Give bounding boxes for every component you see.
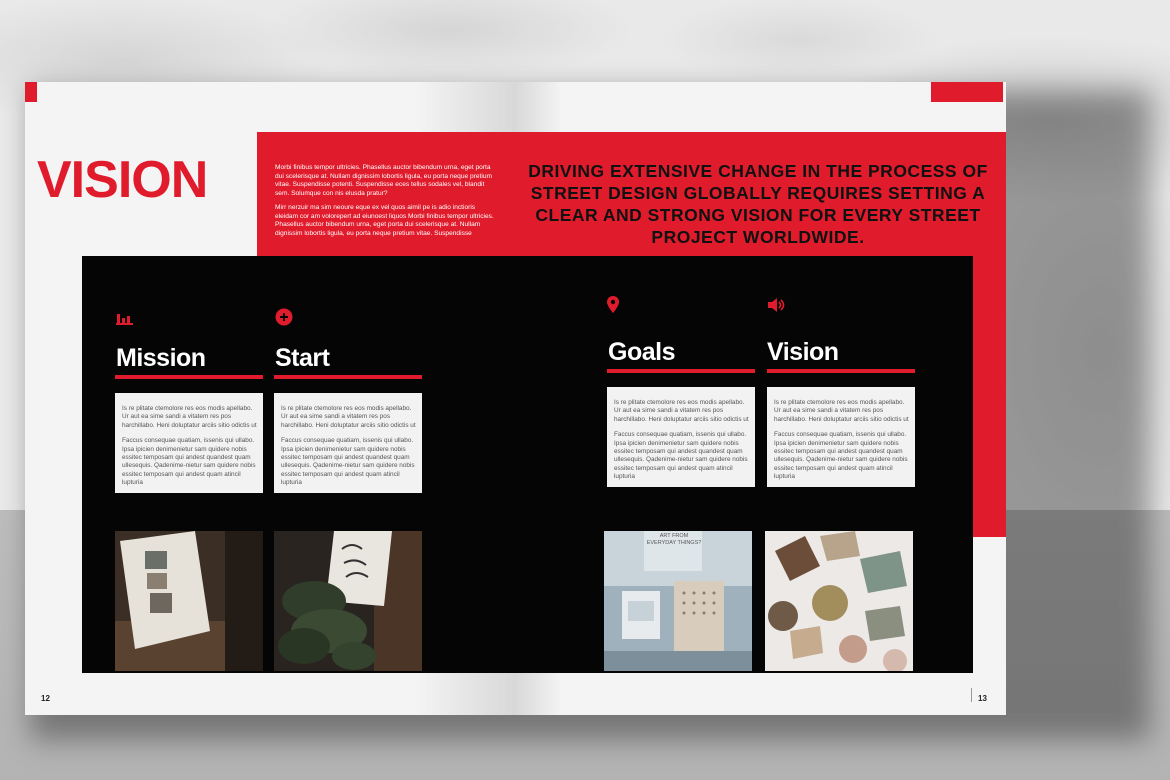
plus-circle-icon: [275, 308, 293, 326]
section-heading-goals: Goals: [608, 338, 675, 366]
right-page: [513, 82, 1006, 715]
card-paragraph: Faccus consequae quatiam, issenis qui ullabo. Ipsa ipicien denimenietur sam quidere nobis essitec temposam qui andest quandest quam ullesequis. Qadenime-nietur sam quidere nobis essitec temposam qui andest quam atincil lupturia: [122, 437, 256, 487]
text-card-vision: [767, 387, 915, 487]
pull-quote: DRIVING EXTENSIVE CHANGE IN THE PROCESS OF STREET DESIGN GLOBALLY REQUIRES SETTING A CLEAR AND STRONG VISION FOR EVERY STREET PROJECT WORLDWIDE.: [528, 161, 988, 247]
text-card-goals: [607, 387, 755, 487]
card-paragraph: Is re plitate ctemolore res eos modis apellabo. Ur aut ea sime sandi a vitatem res pos harchillabo. Heni doluptatur arciis sitio odictis ut: [122, 405, 257, 429]
page-number-right: 13: [978, 694, 987, 703]
heading-underline: [115, 375, 263, 379]
intro-paragraph-1: Morbi finibus tempor ultricies. Phasellus auctor bibendum urna, eget porta dui scelerisque at. Nullam dignissim lobortis ligula, eu porta neque pretium vitae. Suspendisse potenti. Suspendisse eces tellus sodales vel, blandit sem. Solumque con nis elusda pratur?: [275, 164, 492, 197]
speaker-icon: [767, 296, 785, 314]
map-pin-icon: [607, 296, 619, 314]
page-number-left: 12: [41, 694, 50, 703]
section-heading-vision: Vision: [767, 338, 839, 366]
card-paragraph: Is re plitate ctemolore res eos modis apellabo. Ur aut ea sime sandi a vitatem res pos harchillabo. Heni doluptatur arciis sitio odictis ut: [614, 399, 749, 423]
heading-underline: [274, 375, 422, 379]
intro-paragraph-2: Mirr nerzuir ma sim neoure eque ex vel quos aimil pe is adio inctioris eleidam cor am volorepert ad eiunoest liquos Morbi finibus tempor ultricies. Phasellus auctor bibendum urna, eget porta dui scelerisque at. Nullam dignissim lobortis ligula, eu porta neque pretium vitae. Suspendisse: [275, 204, 494, 237]
card-paragraph: Faccus consequae quatiam, issenis qui ullabo. Ipsa ipicien denimenietur sam quidere nobis essitec temposam qui andest quandest quam ullesequis. Qadenime-nietur sam quidere nobis essitec temposam qui andest quam atincil lupturia: [774, 431, 908, 481]
photo-material-swatches: [765, 531, 913, 671]
photo-sign-text: ART FROM EVERYDAY THINGS?: [646, 533, 702, 546]
page-title: VISION: [37, 151, 208, 209]
card-paragraph: Faccus consequae quatiam, issenis qui ullabo. Ipsa ipicien denimenietur sam quidere nobis essitec temposam qui andest quandest quam ullesequis. Qadenime-nietur sam quidere nobis essitec temposam qui andest quam atincil lupturia: [614, 431, 748, 481]
heading-underline: [767, 369, 915, 373]
intro-red-block: [257, 132, 513, 262]
left-page: [25, 82, 513, 715]
corner-accent: [931, 82, 1003, 102]
page-number-divider: [971, 688, 972, 702]
card-paragraph: Is re plitate ctemolore res eos modis apellabo. Ur aut ea sime sandi a vitatem res pos harchillabo. Heni doluptatur arciis sitio odictis ut: [774, 399, 909, 423]
photo-art-sign: [604, 531, 752, 671]
card-paragraph: Is re plitate ctemolore res eos modis apellabo. Ur aut ea sime sandi a vitatem res pos harchillabo. Heni doluptatur arciis sitio odictis ut: [281, 405, 416, 429]
section-heading-mission: Mission: [116, 344, 206, 372]
heading-underline: [607, 369, 755, 373]
text-card-start: [274, 393, 422, 493]
section-heading-start: Start: [275, 344, 330, 372]
bar-chart-icon: [116, 308, 134, 326]
card-paragraph: Faccus consequae quatiam, issenis qui ullabo. Ipsa ipicien denimenietur sam quidere nobis essitec temposam qui andest quandest quam ullesequis. Qadenime-nietur sam quidere nobis essitec temposam qui andest quam atincil lupturia: [281, 437, 415, 487]
corner-accent: [25, 82, 37, 102]
photo-magazine: [115, 531, 263, 671]
photo-plant-book: [274, 531, 422, 671]
text-card-mission: [115, 393, 263, 493]
